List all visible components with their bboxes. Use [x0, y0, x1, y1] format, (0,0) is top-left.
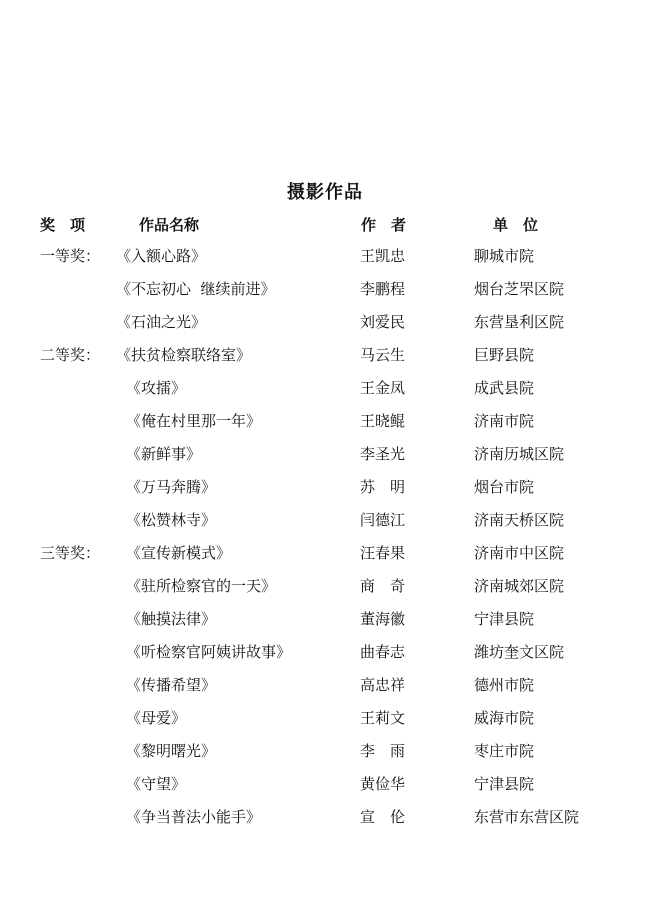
table-row	[0, 807, 650, 840]
author-name: 李 雨	[360, 742, 406, 760]
author-name: 宣 伦	[360, 808, 406, 826]
work-title: 《石油之光》	[116, 313, 207, 331]
table-row	[0, 609, 650, 642]
author-name: 闫德江	[360, 511, 406, 529]
author-name: 黄俭华	[360, 775, 406, 793]
author-name: 苏 明	[360, 478, 406, 496]
author-name: 商 奇	[360, 577, 406, 595]
table-row	[0, 444, 650, 477]
unit-name: 东营垦利区院	[474, 313, 565, 331]
author-name: 汪春果	[360, 544, 406, 562]
table-row	[0, 510, 650, 543]
unit-name: 济南城郊区院	[474, 577, 565, 595]
table-row	[0, 708, 650, 741]
unit-name: 宁津县院	[474, 775, 535, 793]
unit-name: 烟台市院	[474, 478, 535, 496]
work-title: 《宣传新模式》	[126, 544, 232, 562]
table-row	[0, 345, 650, 378]
unit-name: 潍坊奎文区院	[474, 643, 565, 661]
work-title: 《母爱》	[126, 709, 187, 727]
author-name: 曲春志	[360, 643, 406, 661]
work-title: 《黎明曙光》	[126, 742, 217, 760]
work-title: 《万马奔腾》	[126, 478, 217, 496]
table-row	[0, 543, 650, 576]
unit-name: 济南市中区院	[474, 544, 565, 562]
unit-name: 德州市院	[474, 676, 535, 694]
author-name: 李圣光	[360, 445, 406, 463]
unit-name: 宁津县院	[474, 610, 535, 628]
table-row	[0, 774, 650, 807]
work-title: 《驻所检察官的一天》	[126, 577, 277, 595]
author-name: 刘爱民	[360, 313, 406, 331]
table-row	[0, 246, 650, 279]
header-award: 奖 项	[40, 216, 86, 234]
award-level: 三等奖：	[40, 544, 101, 562]
work-title: 《扶贫检察联络室》	[116, 346, 252, 364]
work-title: 《传播希望》	[126, 676, 217, 694]
work-title: 《听检察官阿姨讲故事》	[126, 643, 292, 661]
work-title: 《俺在村里那一年》	[126, 412, 262, 430]
table-row	[0, 312, 650, 345]
unit-name: 威海市院	[474, 709, 535, 727]
author-name: 高忠祥	[360, 676, 406, 694]
award-level: 一等奖：	[40, 247, 101, 265]
table-header	[0, 214, 650, 234]
work-title: 《争当普法小能手》	[126, 808, 262, 826]
table-row	[0, 642, 650, 675]
page-title: 摄影作品	[287, 182, 363, 203]
unit-name: 成武县院	[474, 379, 535, 397]
author-name: 马云生	[360, 346, 406, 364]
table-row	[0, 378, 650, 411]
work-title: 《入额心路》	[116, 247, 207, 265]
header-author: 作 者	[361, 216, 407, 234]
unit-name: 枣庄市院	[474, 742, 535, 760]
header-work: 作品名称	[139, 216, 200, 234]
unit-name: 东营市东营区院	[474, 808, 580, 826]
author-name: 王晓鲲	[360, 412, 406, 430]
table-row	[0, 576, 650, 609]
work-title: 《触摸法律》	[126, 610, 217, 628]
work-title: 《攻擂》	[126, 379, 187, 397]
work-title: 《不忘初心 继续前进》	[116, 280, 276, 298]
unit-name: 济南天桥区院	[474, 511, 565, 529]
award-level: 二等奖：	[40, 346, 101, 364]
author-name: 王金凤	[360, 379, 406, 397]
unit-name: 济南历城区院	[474, 445, 565, 463]
unit-name: 巨野县院	[474, 346, 535, 364]
author-name: 董海徽	[360, 610, 406, 628]
unit-name: 济南市院	[474, 412, 535, 430]
award-list	[0, 246, 650, 840]
table-row	[0, 741, 650, 774]
unit-name: 烟台芝罘区院	[474, 280, 565, 298]
table-row	[0, 411, 650, 444]
table-row	[0, 477, 650, 510]
work-title: 《松赞林寺》	[126, 511, 217, 529]
work-title: 《守望》	[126, 775, 187, 793]
work-title: 《新鲜事》	[126, 445, 202, 463]
author-name: 李鹏程	[360, 280, 406, 298]
table-row	[0, 279, 650, 312]
table-row	[0, 675, 650, 708]
unit-name: 聊城市院	[474, 247, 535, 265]
author-name: 王莉文	[360, 709, 406, 727]
header-unit: 单 位	[493, 216, 539, 234]
author-name: 王凯忠	[360, 247, 406, 265]
